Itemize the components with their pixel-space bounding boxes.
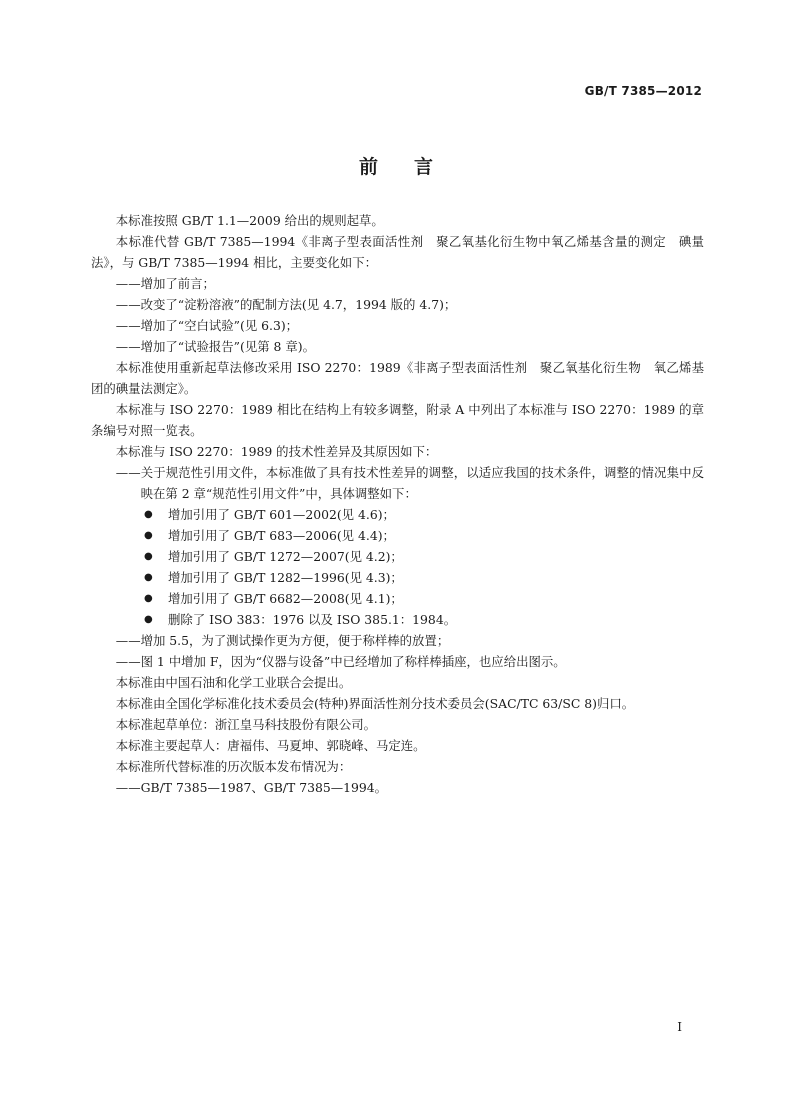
paragraph: 本标准由全国化学标准化技术委员会(特种)界面活性剂分技术委员会(SAC/TC 63/SC 8)归口。 xyxy=(115,696,635,711)
paragraph: 本标准主要起草人：唐福伟、马夏坤、郭晓峰、马定连。 xyxy=(115,738,426,753)
bullet-item xyxy=(91,525,704,546)
bullet-text: 删除了 ISO 383：1976 以及 ISO 385.1：1984。 xyxy=(168,612,457,627)
list-item: ——关于规范性引用文件，本标准做了具有技术性差异的调整，以适应我国的技术条件，调整的情况集中反映在第 2 章“规范性引用文件”中，具体调整如下： xyxy=(115,465,704,501)
paragraph: 本标准由中国石油和化学工业联合会提出。 xyxy=(115,675,352,690)
bullet-icon: ● xyxy=(144,530,153,541)
standard-code: GB/T 7385—2012 xyxy=(584,84,702,98)
bullet-item xyxy=(91,588,704,609)
bullet-icon: ● xyxy=(144,572,153,583)
bullet-icon: ● xyxy=(144,614,153,625)
list-item: ——增加了前言； xyxy=(115,276,215,291)
list-item: ——增加了“试验报告”(见第 8 章)。 xyxy=(115,339,315,354)
bullet-item xyxy=(91,504,704,525)
bullet-item xyxy=(91,609,704,630)
bullet-text: 增加引用了 GB/T 683—2006(见 4.4)； xyxy=(168,528,395,543)
paragraph: 本标准使用重新起草法修改采用 ISO 2270：1989《非离子型表面活性剂 聚乙氧基化衍生物 氧乙烯基团的碘量法测定》。 xyxy=(91,360,704,396)
paragraph: 本标准代替 GB/T 7385—1994《非离子型表面活性剂 聚乙氧基化衍生物中氧乙烯基含量的测定 碘量法》，与 GB/T 7385—1994 相比，主要变化如下： xyxy=(91,234,704,270)
bullet-icon: ● xyxy=(144,593,153,604)
list-item: ——图 1 中增加 F，因为“仪器与设备”中已经增加了称样棒插座，也应给出图示。 xyxy=(115,654,566,669)
bullet-text: 增加引用了 GB/T 1272—2007(见 4.2)； xyxy=(168,549,403,564)
bullet-item xyxy=(91,567,704,588)
bullet-text: 增加引用了 GB/T 1282—1996(见 4.3)； xyxy=(168,570,403,585)
bullet-item xyxy=(91,546,704,567)
bullet-text: 增加引用了 GB/T 6682—2008(见 4.1)； xyxy=(168,591,403,606)
bullet-text: 增加引用了 GB/T 601—2002(见 4.6)； xyxy=(168,507,395,522)
list-item: ——增加了“空白试验”(见 6.3)； xyxy=(115,318,299,333)
list-item: ——改变了“淀粉溶液”的配制方法(见 4.7，1994 版的 4.7)； xyxy=(115,297,457,312)
bullet-icon: ● xyxy=(144,551,153,562)
paragraph: 本标准起草单位：浙江皇马科技股份有限公司。 xyxy=(115,717,376,732)
paragraph: 本标准所代替标准的历次版本发布情况为： xyxy=(115,759,352,774)
paragraph: 本标准与 ISO 2270：1989 相比在结构上有较多调整，附录 A 中列出了本标准与 ISO 2270：1989 的章条编号对照一览表。 xyxy=(91,402,704,438)
paragraph: 本标准与 ISO 2270：1989 的技术性差异及其原因如下： xyxy=(115,444,438,459)
page-title: 前言 xyxy=(358,156,469,178)
list-item: ——GB/T 7385—1987、GB/T 7385—1994。 xyxy=(115,780,388,795)
page-number: I xyxy=(677,1020,682,1034)
list-item: ——增加 5.5，为了测试操作更为方便，便于称样棒的放置； xyxy=(115,633,450,648)
bullet-icon: ● xyxy=(144,509,153,520)
paragraph: 本标准按照 GB/T 1.1—2009 给出的规则起草。 xyxy=(115,213,384,228)
document-body xyxy=(91,210,704,798)
